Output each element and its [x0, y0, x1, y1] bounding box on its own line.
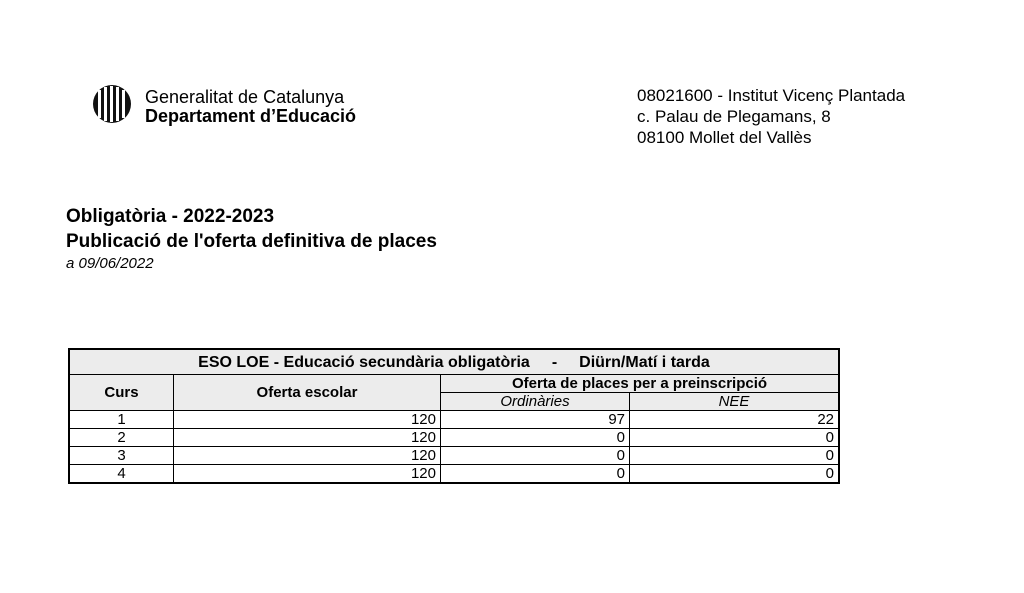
- document-subtitle: Publicació de l'oferta definitiva de places: [66, 231, 437, 252]
- header-curs: Curs: [69, 375, 174, 411]
- cell-ordinaries: 0: [441, 429, 630, 447]
- cell-ordinaries: 97: [441, 411, 630, 429]
- table-row: [69, 447, 839, 465]
- cell-ordinaries: 0: [441, 465, 630, 484]
- header-preinscription-group: Oferta de places per a preinscripció: [441, 375, 840, 393]
- header-oferta-escolar: Oferta escolar: [174, 375, 441, 411]
- header-nee: NEE: [630, 393, 840, 411]
- cell-curs: 4: [69, 465, 174, 484]
- org-line2: Departament d’Educació: [145, 106, 357, 126]
- cell-nee: 0: [630, 465, 840, 484]
- places-offer-table: [68, 348, 840, 484]
- table-caption: [69, 349, 839, 375]
- document-title: Obligatòria - 2022-2023: [66, 206, 275, 227]
- cell-curs: 3: [69, 447, 174, 465]
- table-row: [69, 411, 839, 429]
- header-ordinaries: Ordinàries: [441, 393, 630, 411]
- address-line: 08021600 - Institut Vicenç Plantada: [637, 86, 906, 105]
- cell-ordinaries: 0: [441, 447, 630, 465]
- caption-separator: -: [551, 353, 558, 371]
- address-line: c. Palau de Plegamans, 8: [637, 107, 831, 126]
- generalitat-logo-icon: [92, 84, 132, 124]
- school-address: [637, 85, 905, 148]
- document-titles: [66, 204, 437, 274]
- cell-oferta: 120: [174, 429, 441, 447]
- org-line1: Generalitat de Catalunya: [145, 87, 345, 107]
- address-line: 08100 Mollet del Vallès: [637, 128, 812, 147]
- cell-curs: 2: [69, 429, 174, 447]
- cell-nee: 0: [630, 429, 840, 447]
- table-row: [69, 429, 839, 447]
- caption-schedule: Diürn/Matí i tarda: [579, 353, 710, 371]
- table-row: [69, 465, 839, 484]
- cell-oferta: 120: [174, 411, 441, 429]
- organization-name: [145, 88, 356, 126]
- cell-curs: 1: [69, 411, 174, 429]
- cell-oferta: 120: [174, 447, 441, 465]
- caption-program: ESO LOE - Educació secundària obligatòria: [198, 353, 530, 371]
- publication-date: a 09/06/2022: [66, 255, 154, 272]
- cell-oferta: 120: [174, 465, 441, 484]
- cell-nee: 22: [630, 411, 840, 429]
- cell-nee: 0: [630, 447, 840, 465]
